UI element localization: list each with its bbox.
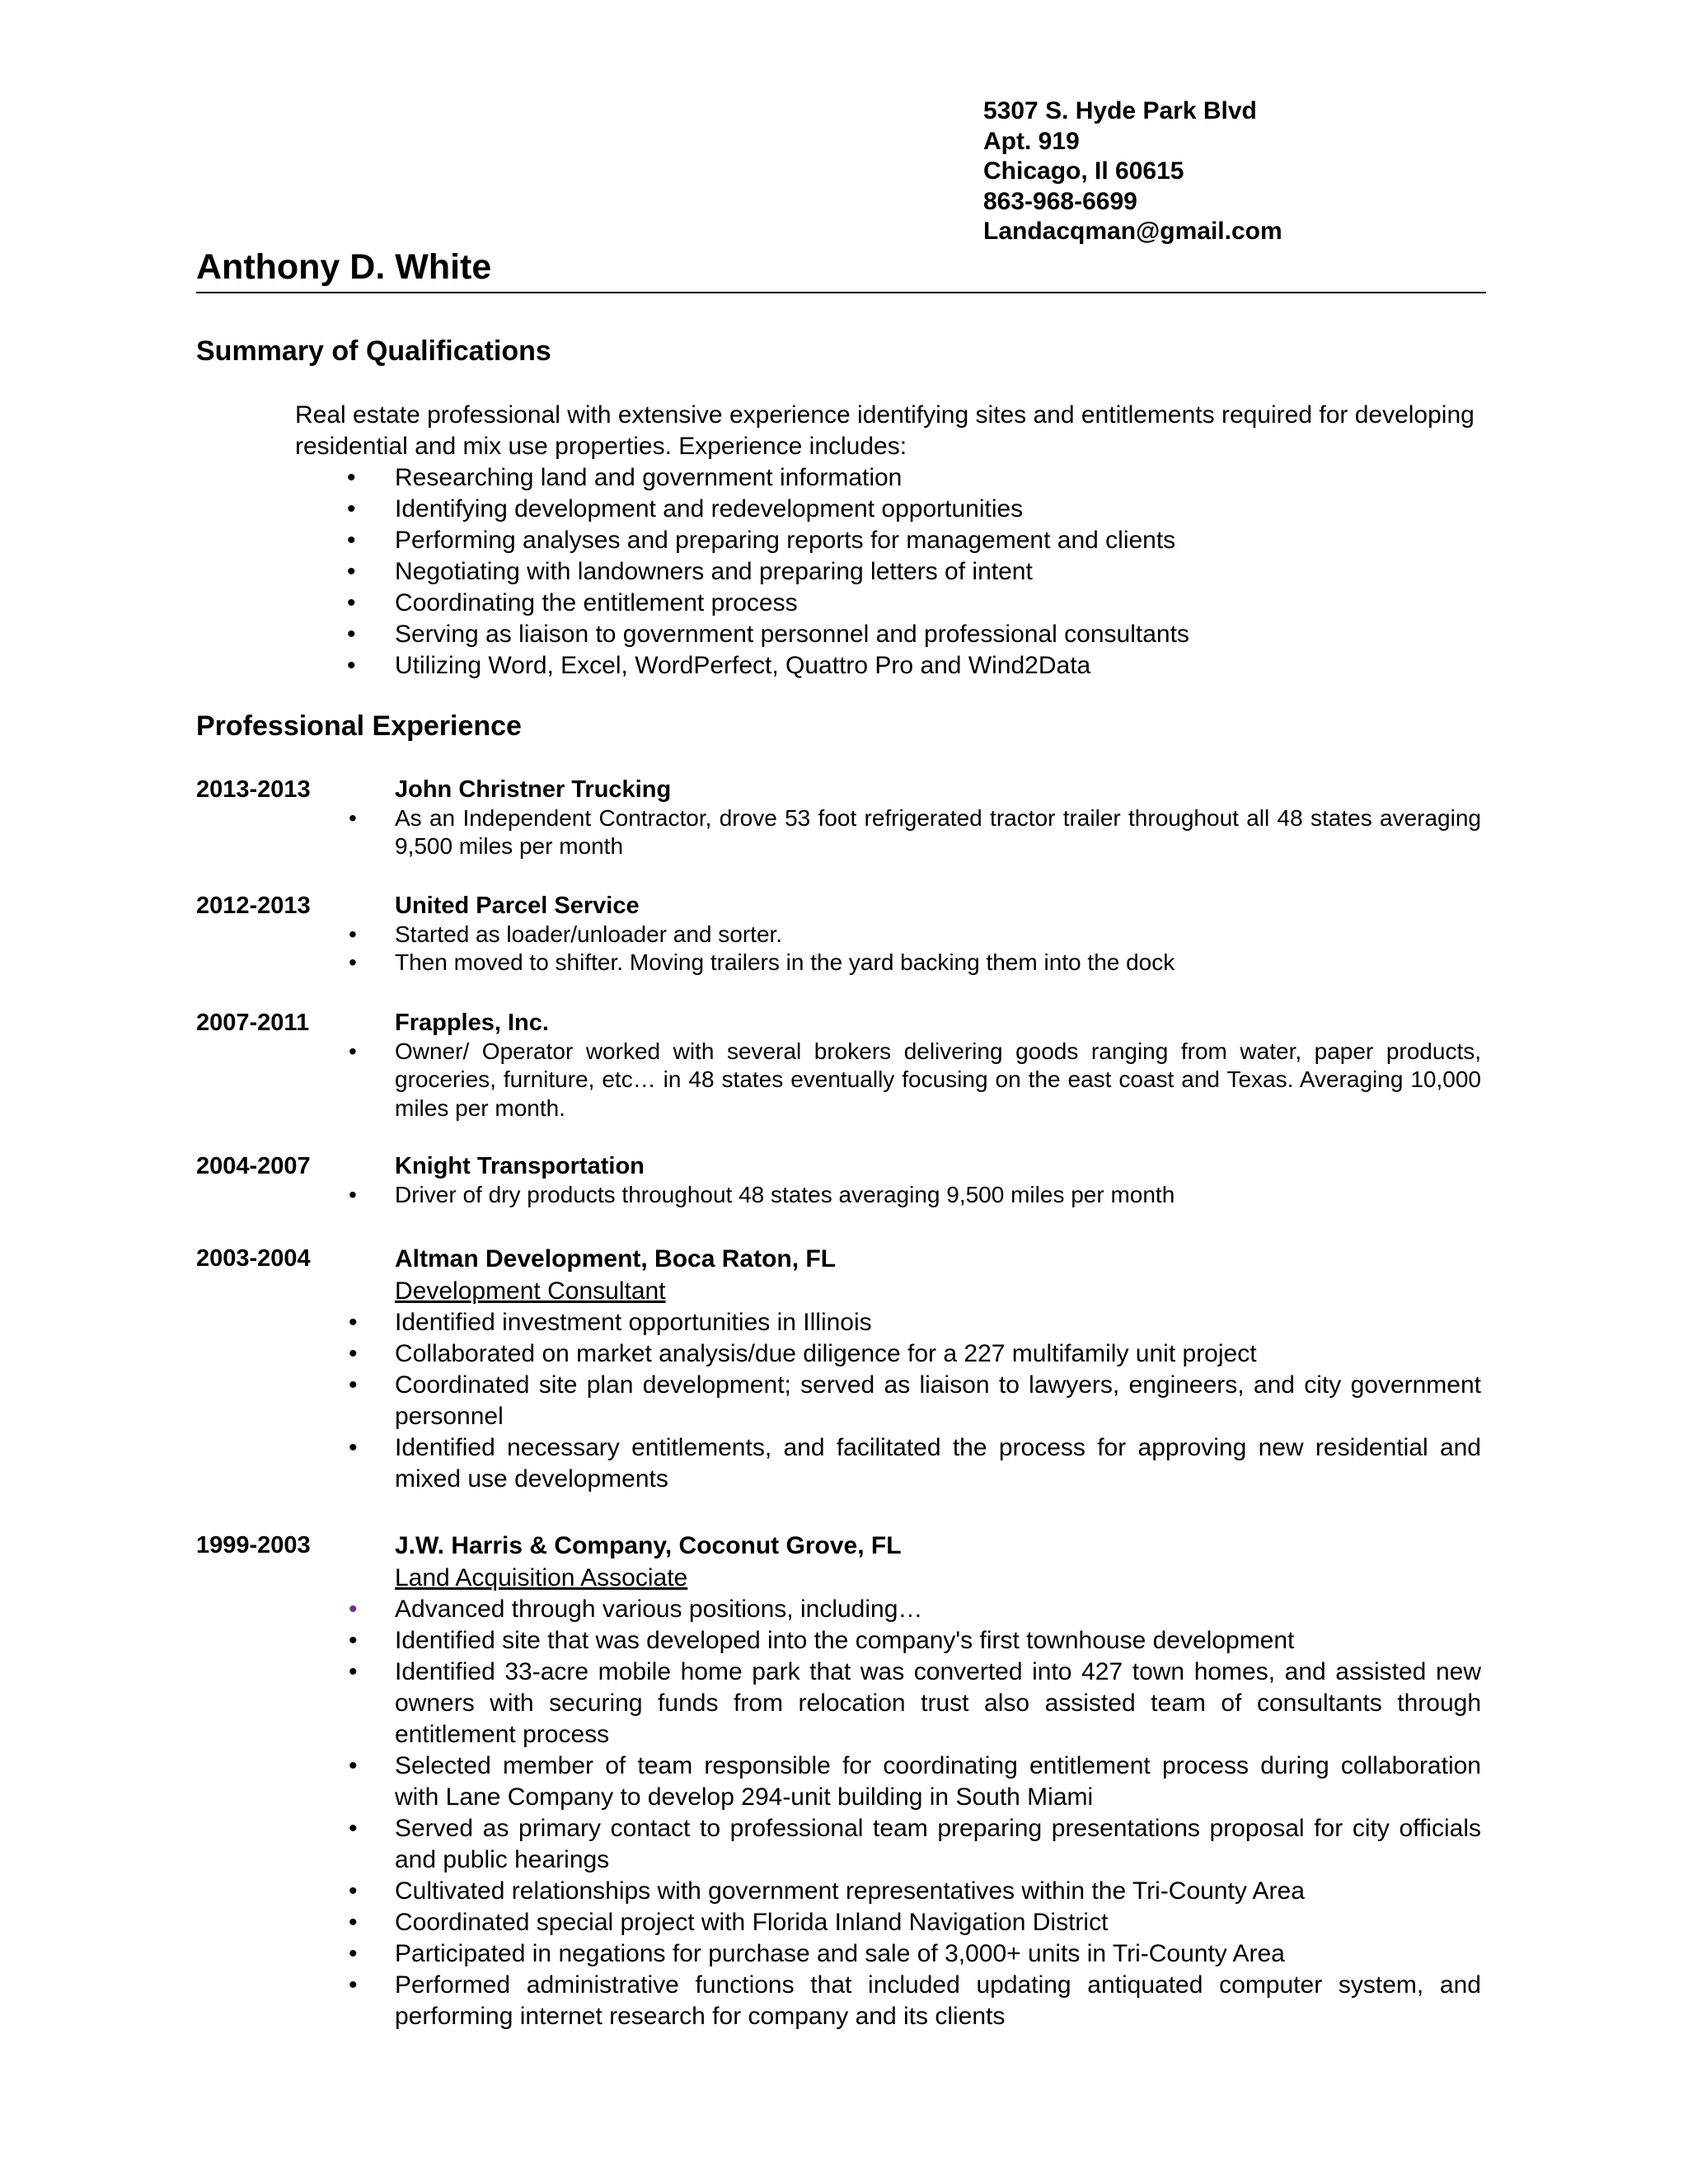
summary-heading: Summary of Qualifications (196, 335, 551, 367)
job-duty: • Started as loader/unloader and sorter. (395, 921, 1481, 949)
summary-list (295, 462, 1489, 682)
job-company: Frapples, Inc. (395, 1010, 549, 1036)
summary-item: • Performing analyses and preparing reports for management and clients (295, 525, 1489, 556)
job-duties (395, 1038, 1481, 1123)
contact-phone: 863-968-6699 (983, 187, 1137, 215)
summary-item: • Identifying development and redevelopment opportunities (295, 494, 1489, 525)
job-duty: • Selected member of team responsible for coordinating entitlement process during collaboration with Lane Company to develop 294-unit building in South Miami (395, 1750, 1481, 1813)
job-duty: • Then moved to shifter. Moving trailers in the yard backing them into the dock (395, 949, 1481, 977)
job-duty: • Owner/ Operator worked with several brokers delivering goods ranging from water, paper products, groceries, furniture, etc… in 48 states eventually focusing on the east coast and Texas. Averaging 10,000 miles per month. (395, 1038, 1481, 1123)
summary-item: • Researching land and government information (295, 462, 1489, 494)
job-years: 2004-2007 (196, 1153, 311, 1179)
contact-city-state-zip: Chicago, Il 60615 (983, 157, 1184, 185)
header-divider (196, 292, 1486, 293)
job-duties (395, 804, 1481, 861)
job-entry (196, 776, 1482, 861)
job-duty: • Cultivated relationships with government representatives within the Tri-County Area (395, 1876, 1481, 1907)
job-duty: • Collaborated on market analysis/due diligence for a 227 multifamily unit project (395, 1338, 1481, 1370)
job-duty: • Identified necessary entitlements, and facilitated the process for approving new residential and mixed use developments (395, 1432, 1481, 1495)
contact-block (983, 96, 1282, 247)
job-duties (395, 1594, 1481, 2032)
job-duty: • Participated in negations for purchase and sale of 3,000+ units in Tri-County Area (395, 1938, 1481, 1970)
job-company: J.W. Harris & Company, Coconut Grove, FL (395, 1532, 902, 1559)
job-years: 2003-2004 (196, 1245, 311, 1272)
summary-intro: Real estate professional with extensive experience identifying sites and entitlements required for developing residential and mix use properties. Experience includes: (295, 401, 1475, 460)
job-duty: • Identified investment opportunities in Illinois (395, 1307, 1481, 1338)
job-company: Knight Transportation (395, 1153, 645, 1179)
job-years: 2013-2013 (196, 776, 311, 803)
job-role: Development Consultant (395, 1277, 666, 1305)
contact-email: Landacqman@gmail.com (983, 218, 1282, 245)
job-duty: • Coordinated site plan development; served as liaison to lawyers, engineers, and city government personnel (395, 1370, 1481, 1432)
job-duty: • Served as primary contact to professional team preparing presentations proposal for city officials and public hearings (395, 1813, 1481, 1876)
job-entry (196, 1530, 1482, 2032)
job-years: 2012-2013 (196, 893, 311, 919)
summary-section (295, 400, 1489, 682)
job-duty: • Identified site that was developed into the company's first townhouse development (395, 1625, 1481, 1657)
candidate-name: Anthony D. White (196, 247, 492, 287)
job-company: Altman Development, Boca Raton, FL (395, 1245, 837, 1272)
summary-item: • Negotiating with landowners and preparing letters of intent (295, 556, 1489, 588)
job-duties (395, 1181, 1481, 1210)
job-role: Land Acquisition Associate (395, 1564, 688, 1591)
job-company: United Parcel Service (395, 893, 640, 919)
experience-heading: Professional Experience (196, 710, 522, 742)
job-duty: • Coordinated special project with Florida Inland Navigation District (395, 1907, 1481, 1938)
job-duty: • As an Independent Contractor, drove 53 foot refrigerated tractor trailer throughout all 48 states averaging 9,500 miles per month (395, 804, 1481, 861)
job-entry (196, 1152, 1482, 1209)
job-duty: • Performed administrative functions that included updating antiquated computer system, and performing internet research for company and its clients (395, 1970, 1481, 2032)
job-duty: • Advanced through various positions, including… (395, 1594, 1481, 1625)
job-company: John Christner Trucking (395, 776, 672, 803)
job-entry (196, 1009, 1482, 1122)
summary-item: • Coordinating the entitlement process (295, 588, 1489, 619)
summary-item: • Serving as liaison to government personnel and professional consultants (295, 619, 1489, 650)
job-entry (196, 892, 1482, 977)
job-entry (196, 1243, 1482, 1495)
job-years: 2007-2011 (196, 1010, 310, 1036)
summary-item: • Utilizing Word, Excel, WordPerfect, Quattro Pro and Wind2Data (295, 650, 1489, 682)
job-duty: • Identified 33-acre mobile home park that was converted into 427 town homes, and assisted new owners with securing funds from relocation trust also assisted team of consultants through entitlement process (395, 1657, 1481, 1750)
job-years: 1999-2003 (196, 1532, 311, 1558)
job-duty: • Driver of dry products throughout 48 states averaging 9,500 miles per month (395, 1181, 1481, 1210)
contact-address-line1: 5307 S. Hyde Park Blvd (983, 97, 1257, 124)
contact-address-line2: Apt. 919 (983, 127, 1080, 155)
job-duties (395, 1307, 1481, 1495)
job-duties (395, 921, 1481, 977)
